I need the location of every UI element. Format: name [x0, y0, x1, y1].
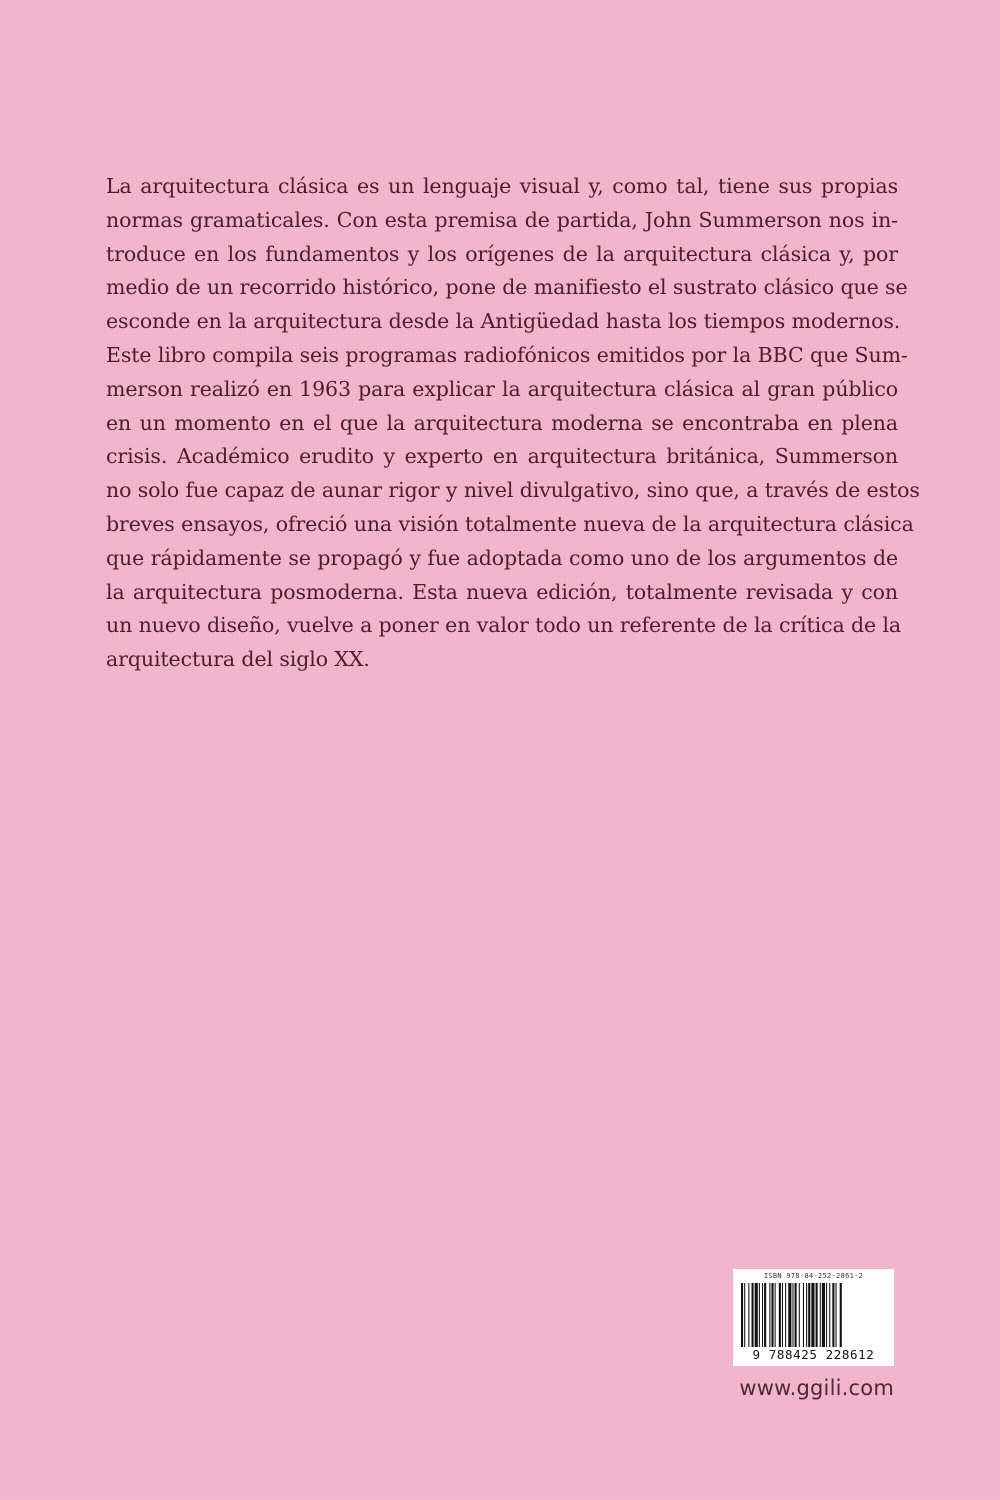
barcode-bar: [806, 1283, 807, 1347]
blurb-line: La arquitectura clásica es un lenguaje visual y, como tal, tiene sus propias: [106, 174, 898, 198]
blurb-line: no solo fue capaz de aunar rigor y nivel divulgativo, sino que, a través de estos: [106, 478, 920, 503]
publisher-website: www.ggili.com: [739, 1376, 894, 1400]
barcode-bar: [792, 1283, 793, 1347]
barcode-bar: [832, 1283, 834, 1347]
barcode-bar: [779, 1283, 781, 1347]
barcode-bar: [829, 1283, 830, 1347]
blurb-line: crisis. Académico erudito y experto en arquitectura británica, Summerson: [106, 444, 898, 469]
blurb-line: esconde en la arquitectura desde la Antigüedad hasta los tiempos modernos.: [106, 309, 901, 334]
blurb-line: Este libro compila seis programas radiofónicos emitidos por la BBC que Sum-: [106, 342, 908, 367]
blurb-line-last: arquitectura del siglo XX.: [106, 647, 370, 672]
barcode-bar: [769, 1283, 770, 1347]
isbn-barcode: [733, 1269, 894, 1366]
isbn-digits: 9 788425 228612: [752, 1347, 875, 1362]
barcode-bar: [811, 1283, 814, 1347]
barcode-bar: [741, 1283, 743, 1347]
blurb-line: que rápidamente se propagó y fue adoptada como uno de los argumentos de: [106, 545, 898, 570]
barcode-bar: [808, 1283, 810, 1347]
barcode-bar: [764, 1283, 766, 1347]
barcode-bar: [788, 1283, 791, 1347]
barcode-bar: [748, 1283, 749, 1347]
barcode-bar: [799, 1283, 800, 1347]
blurb-text: [106, 170, 920, 677]
barcode-bar: [762, 1283, 763, 1347]
barcode-bar: [816, 1283, 818, 1347]
blurb-line: un nuevo diseño, vuelve a poner en valor todo un referente de la crítica de la: [106, 613, 902, 638]
barcode-bar: [782, 1283, 783, 1347]
blurb-line: medio de un recorrido histórico, pone de manifiesto el sustrato clásico que se: [106, 275, 908, 300]
blurb-line: normas gramaticales. Con esta premisa de partida, John Summerson nos in-: [106, 207, 898, 232]
barcode-bar: [771, 1283, 773, 1347]
barcode-bar: [826, 1283, 827, 1347]
barcode-bar: [755, 1283, 758, 1347]
blurb-line: merson realizó en 1963 para explicar la arquitectura clásica al gran público: [106, 376, 898, 401]
barcode-bar: [822, 1283, 825, 1347]
barcode-bar: [840, 1283, 842, 1347]
blurb-line: troduce en los fundamentos y los orígenes de la arquitectura clásica y, por: [106, 241, 898, 266]
barcode-bar: [820, 1283, 821, 1347]
barcode-bar: [744, 1283, 745, 1347]
blurb-line: la arquitectura posmoderna. Esta nueva edición, totalmente revisada y con: [106, 579, 898, 604]
blurb-line: breves ensayos, ofreció una visión totalmente nueva de la arquitectura clásica: [106, 511, 914, 536]
barcode-bar: [836, 1283, 837, 1347]
barcode-bars-icon: [741, 1283, 886, 1347]
barcode-bar: [775, 1283, 776, 1347]
barcode-bar: [752, 1283, 754, 1347]
barcode-bar: [803, 1283, 804, 1347]
blurb-line: en un momento en el que la arquitectura moderna se encontraba en plena: [106, 410, 898, 435]
barcode-bar: [759, 1283, 760, 1347]
barcode-bar: [785, 1283, 786, 1347]
barcode-bar: [795, 1283, 797, 1347]
isbn-header-text: ISBN 978-84-252-2861-2: [763, 1272, 864, 1280]
